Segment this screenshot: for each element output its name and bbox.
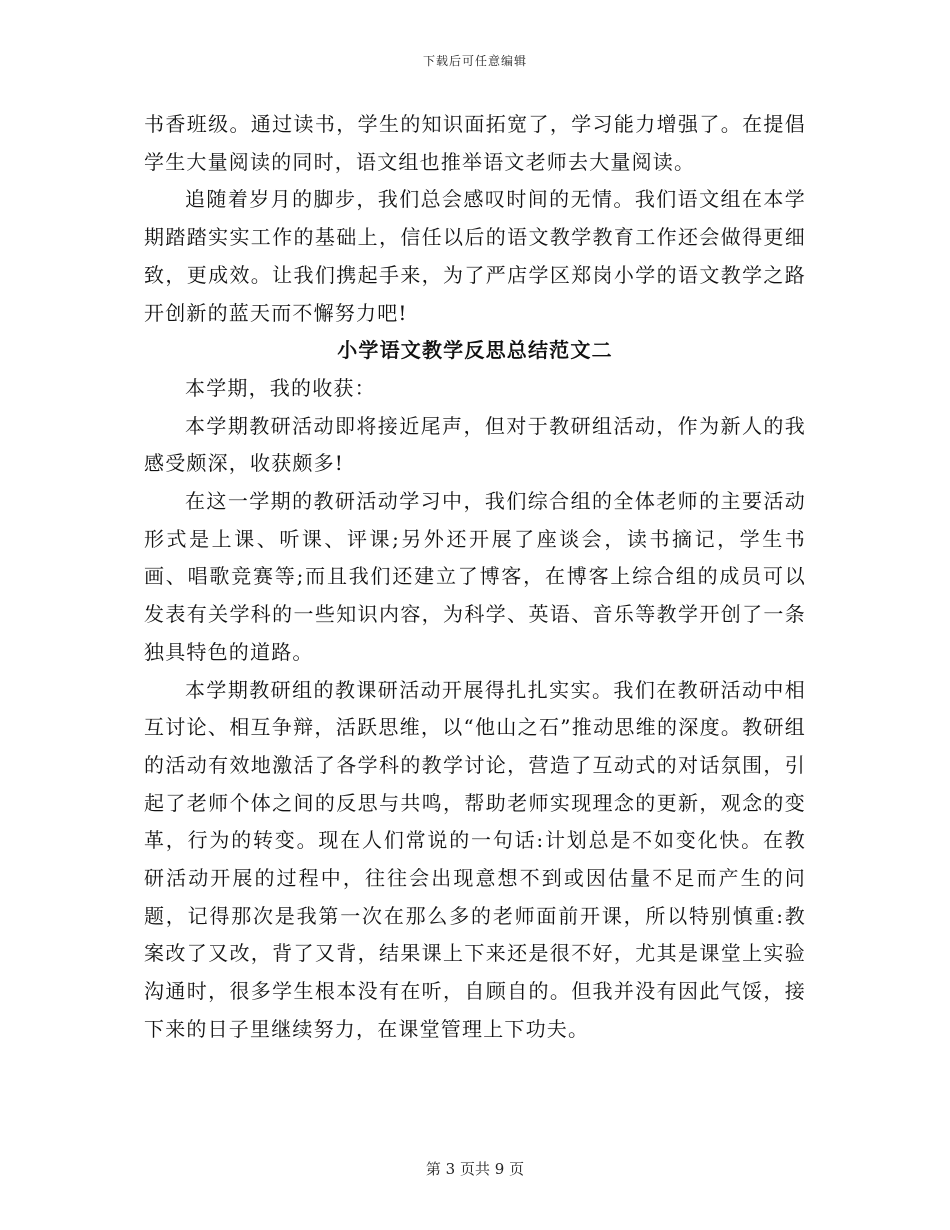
paragraph: 本学期教研组的教课研活动开展得扎扎实实。我们在教研活动中相互讨论、相互争辩，活跃思维，以“他山之石”推动思维的深度。教研组的活动有效地激活了各学科的教学讨论，营造了互动式的对话氛围，引起了老师个体之间的反思与共鸣，帮助老师实现理念的更新，观念的变革，行为的转变。现在人们常说的一句话:计划总是不如变化快。在教研活动开展的过程中，往往会出现意想不到或因估量不足而产生的问题，记得那次是我第一次在那么多的老师面前开课，所以特别慎重:教案改了又改，背了又背，结果课上下来还是很不好，尤其是课堂上实验沟通时，很多学生根本没有在听，自顾自的。但我并没有因此气馁，接下来的日子里继续努力，在课堂管理上下功夫。: [144, 677, 806, 1041]
paragraph: 本学期，我的收获：: [185, 375, 376, 400]
paragraph: 本学期教研活动即将接近尾声，但对于教研组活动，作为新人的我感受颇深，收获颇多!: [144, 413, 806, 476]
paragraph-continued: 书香班级。通过读书，学生的知识面拓宽了，学习能力增强了。在提倡学生大量阅读的同时，语文组也推举语文老师去大量阅读。: [144, 112, 806, 174]
document-body: [144, 106, 806, 1049]
page-header: 下载后可任意编辑: [422, 54, 527, 68]
section-title: 小学语文教学反思总结范文二: [337, 338, 613, 363]
page-footer: 第 3 页共 9 页: [425, 1160, 525, 1178]
paragraph: 在这一学期的教研活动学习中，我们综合组的全体老师的主要活动形式是上课、听课、评课;另外还开展了座谈会，读书摘记，学生书画、唱歌竞赛等;而且我们还建立了博客，在博客上综合组的成员可以发表有关学科的一些知识内容，为科学、英语、音乐等教学开创了一条独具特色的道路。: [144, 489, 806, 664]
paragraph: 追随着岁月的脚步，我们总会感叹时间的无情。我们语文组在本学期踏踏实实工作的基础上，信任以后的语文教学教育工作还会做得更细致，更成效。让我们携起手来，为了严店学区郑岗小学的语文教学之路开创新的蓝天而不懈努力吧!: [144, 187, 806, 325]
